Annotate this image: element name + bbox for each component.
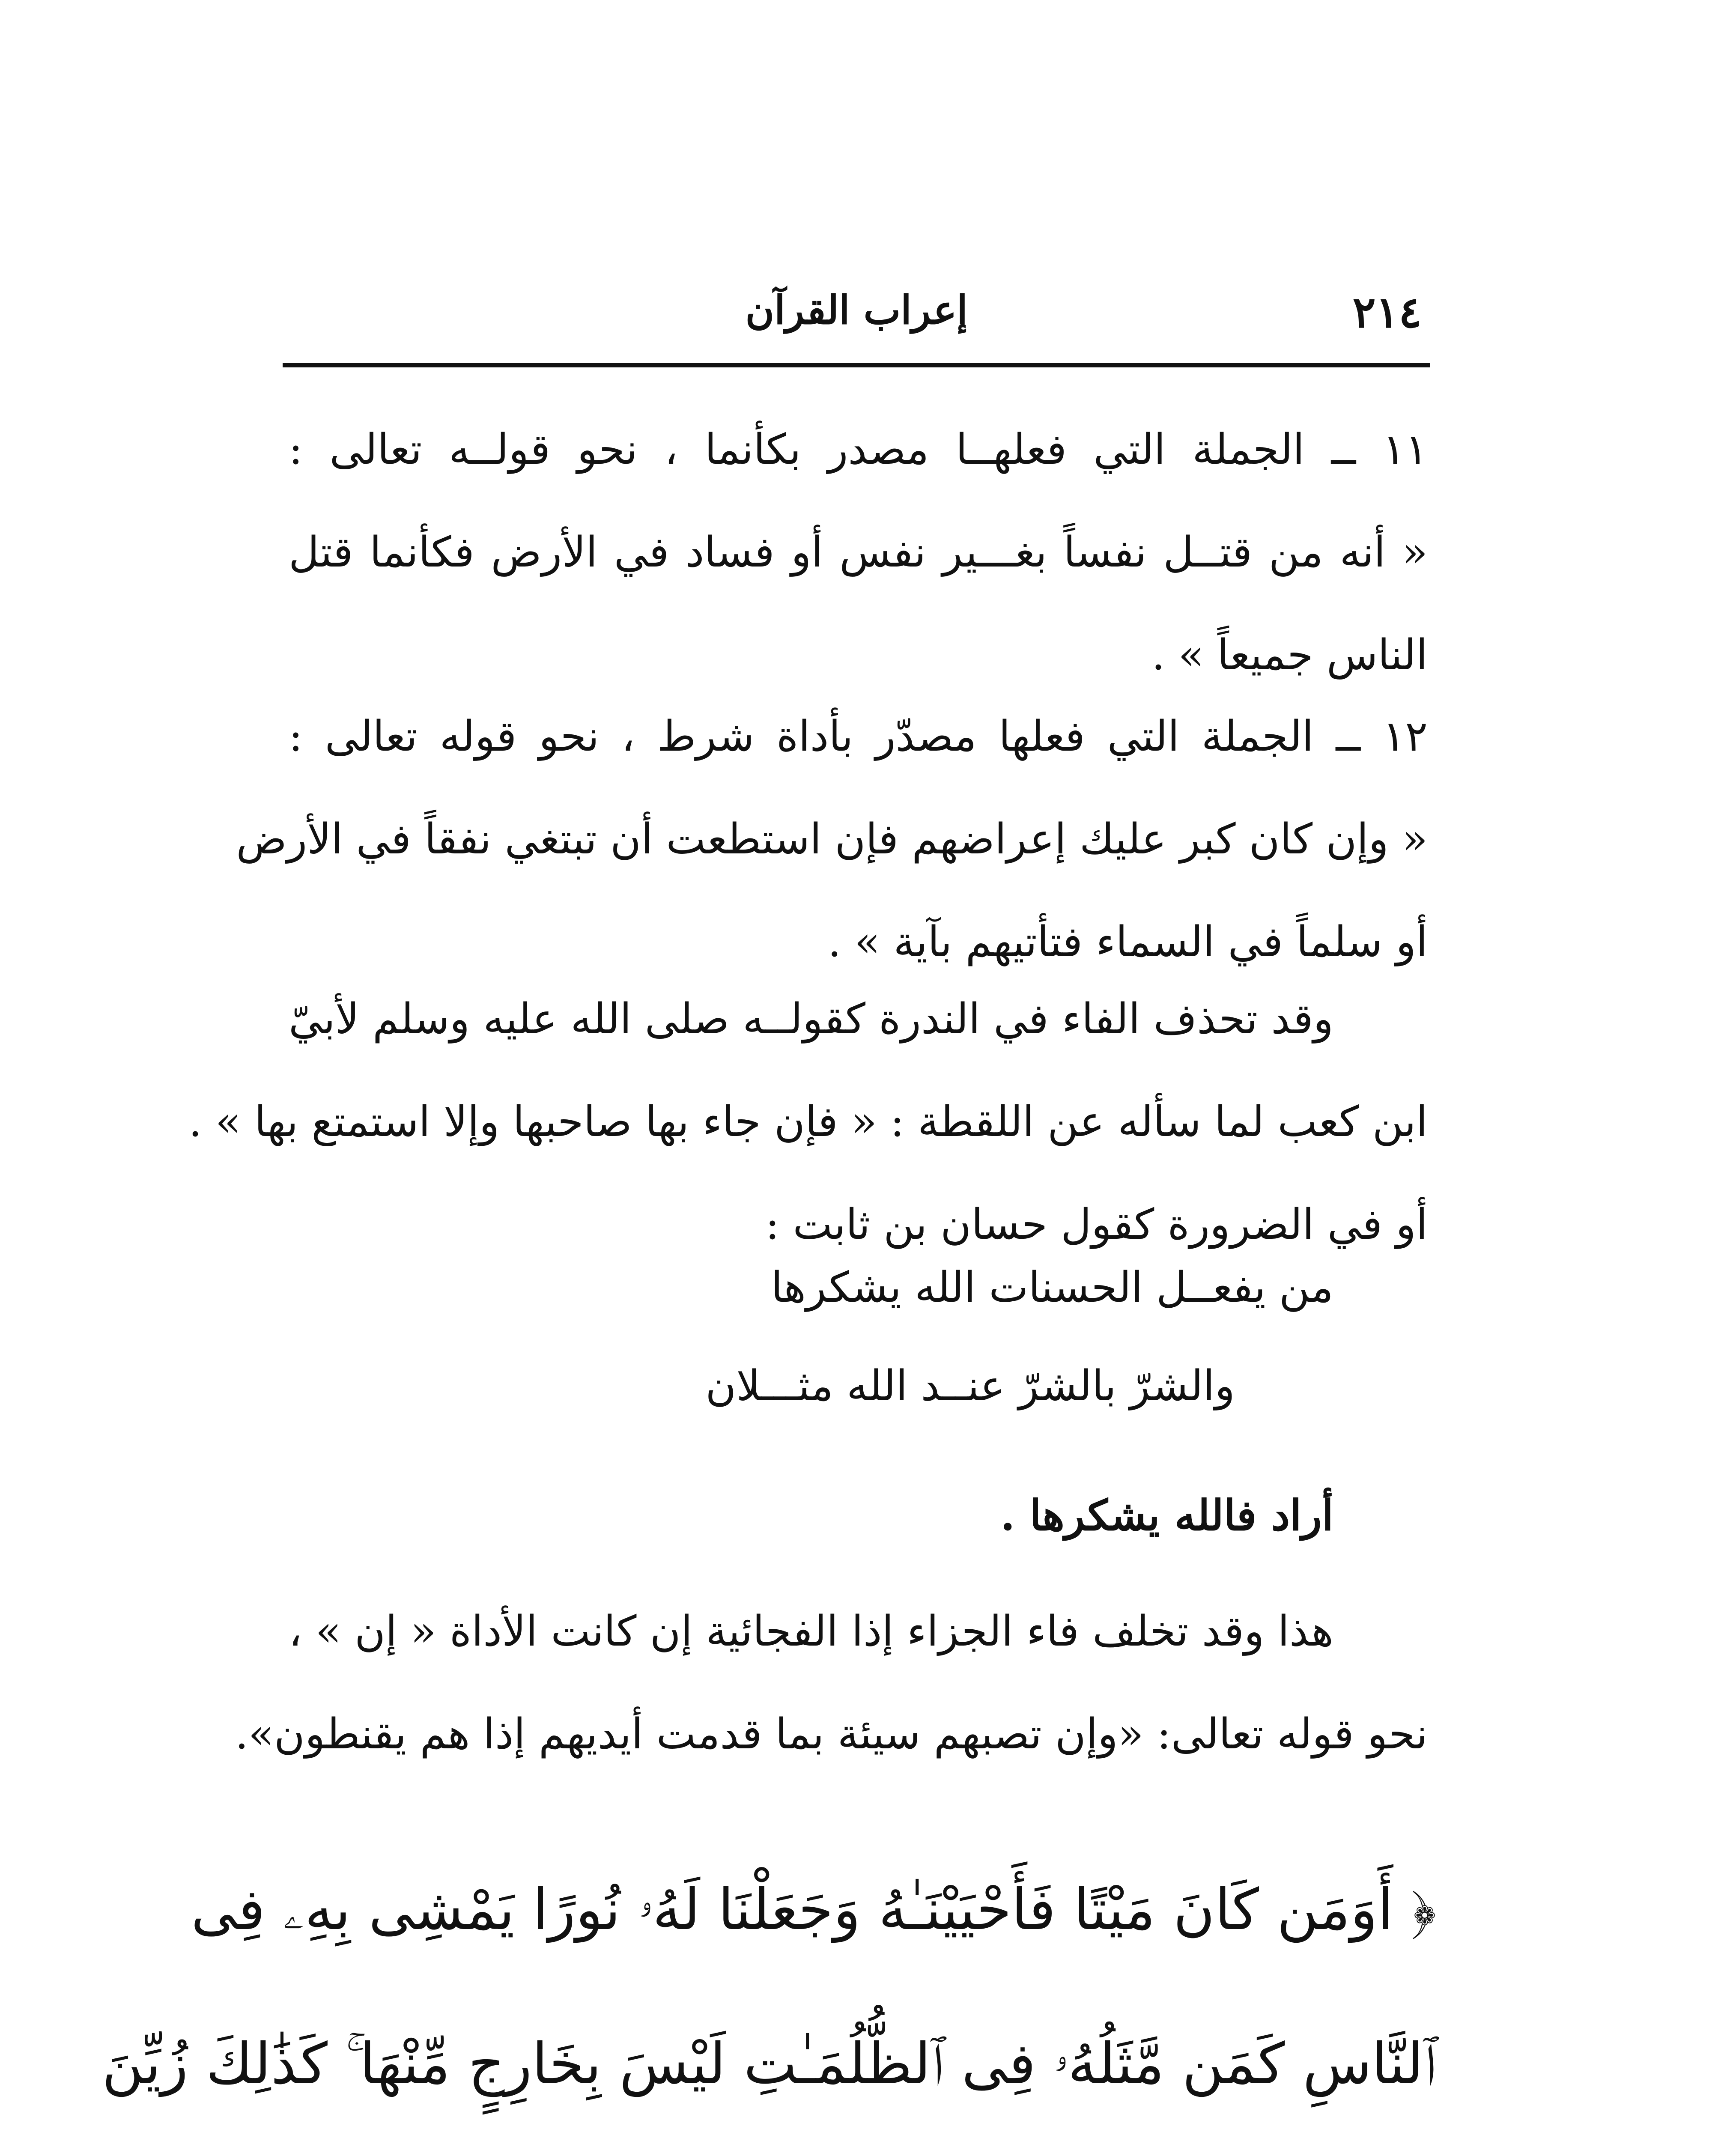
poem-hemistich-2: والشرّ بالشرّ عنــد الله مثـــلان bbox=[705, 1362, 1235, 1410]
page-header bbox=[283, 274, 1422, 351]
text-line: نحو قوله تعالى: «وإن تصبهم سيئة بما قدمت أيديهم إذا هم يقنطون». bbox=[235, 1710, 1428, 1759]
text-line: « وإن كان كبر عليك إعراضهم فإن استطعت أن تبتغي نفقاً في الأرض bbox=[236, 815, 1428, 864]
quran-line: ﴿ أَوَمَن كَانَ مَيْتًا فَأَحْيَيْنَـٰهُ وَجَعَلْنَا لَهُۥ نُورًا يَمْشِى بِهِۦ فِى bbox=[191, 1877, 1436, 1943]
text-line: وقد تحذف الفاء في الندرة كقولــه صلى الله عليه وسلم لأبيّ bbox=[289, 995, 1333, 1044]
poem-verse bbox=[289, 1263, 1428, 1434]
text-line: « أنه من قتــل نفساً بغـــير نفس أو فساد في الأرض فكأنما قتل bbox=[289, 528, 1428, 577]
paragraph-12 bbox=[236, 685, 1428, 993]
poem-hemistich-1: من يفعــل الحسنات الله يشكرها bbox=[771, 1263, 1333, 1312]
page-number: ٢١٤ bbox=[1352, 287, 1422, 337]
text-line: أراد فالله يشكرها . bbox=[1000, 1491, 1333, 1540]
text-line: هذا وقد تخلف فاء الجزاء إذا الفجائية إن كانت الأداة « إن » ، bbox=[289, 1607, 1333, 1656]
text-line: الناس جميعاً » . bbox=[1151, 631, 1428, 680]
text-line: ١٢ ــ الجملة التي فعلها مصدّر بأداة شرط ، نحو قوله تعالى : bbox=[289, 712, 1428, 761]
paragraph-hadith bbox=[188, 968, 1428, 1276]
quran-line: ٱلنَّاسِ كَمَن مَّثَلُهُۥ فِى ٱلظُّلُمَـٰتِ لَيْسَ بِخَارِجٍ مِّنْهَا ۚ كَذَٰلِكَ زُيِّنَ bbox=[102, 2031, 1436, 2097]
book-title: إعراب القرآن bbox=[745, 287, 968, 333]
text-line: أو سلماً في السماء فتأتيهم بآية » . bbox=[828, 918, 1428, 966]
text-line: أو في الضرورة كقول حسان بن ثابت : bbox=[765, 1200, 1428, 1249]
text-line: ابن كعب لما سأله عن اللقطة : « فإن جاء بها صاحبها وإلا استمتع بها » . bbox=[188, 1097, 1428, 1146]
quran-verse-block bbox=[102, 1833, 1436, 2141]
text-line: ١١ ــ الجملة التي فعلهــا مصدر بكأنما ، نحو قولــه تعالى : bbox=[289, 425, 1428, 474]
paragraph-11 bbox=[289, 398, 1428, 707]
paragraph-arad bbox=[289, 1464, 1428, 1567]
paragraph-hadha bbox=[235, 1580, 1428, 1786]
header-divider bbox=[283, 363, 1430, 367]
